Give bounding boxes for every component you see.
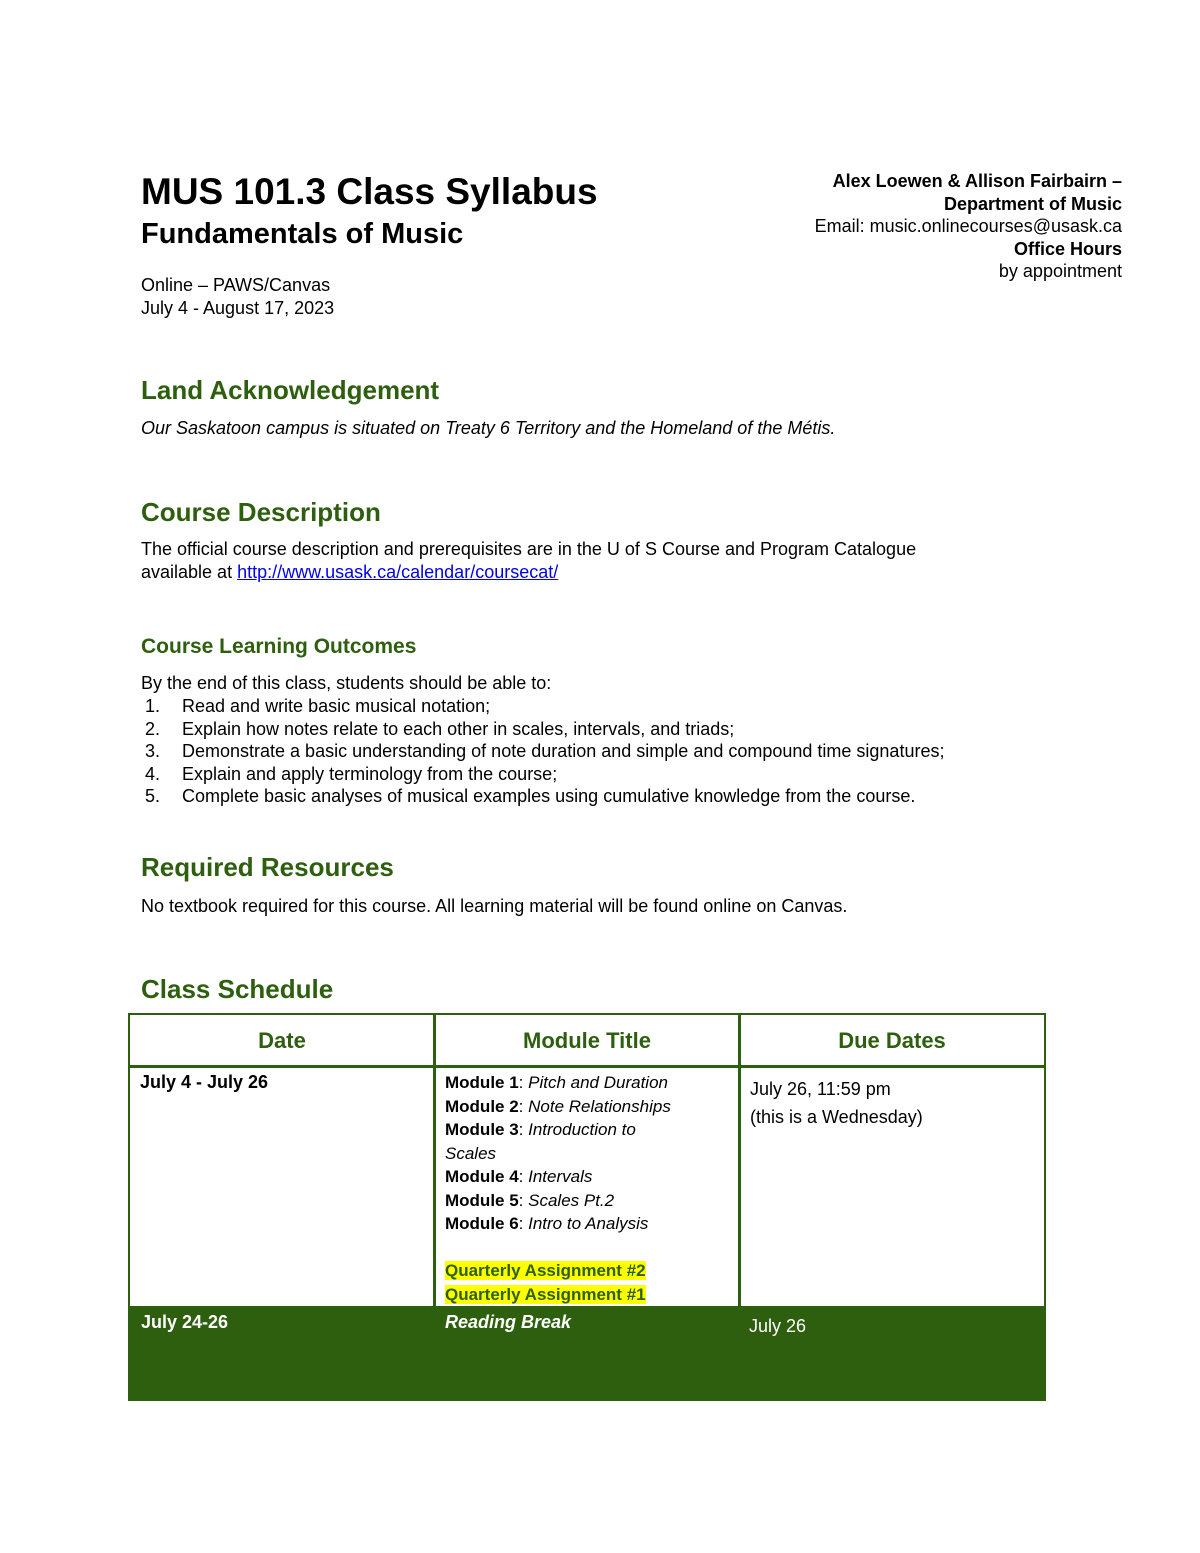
- outcomes-heading: Course Learning Outcomes: [141, 635, 417, 658]
- row1-date: July 4 - July 26: [140, 1072, 269, 1092]
- description-prefix: available at: [141, 562, 238, 582]
- row2-module: Reading Break: [445, 1312, 572, 1332]
- outcomes-intro: By the end of this class, students should be able to:: [141, 673, 552, 693]
- module-title: Introduction to: [528, 1120, 636, 1139]
- column-header-module: Module Title: [433, 1013, 741, 1068]
- contact-block: [815, 170, 1122, 283]
- delivery-mode: Online – PAWS/Canvas: [141, 275, 331, 295]
- schedule-table: [128, 1013, 1046, 1401]
- module-sep: :: [518, 1190, 529, 1210]
- page-subtitle: Fundamentals of Music: [141, 218, 464, 250]
- module-line: [445, 1165, 729, 1189]
- row1-due-note: (this is a Wednesday): [750, 1107, 923, 1127]
- resources-heading: Required Resources: [141, 852, 394, 882]
- module-sep: :: [518, 1073, 529, 1092]
- catalogue-link[interactable]: http://www.usask.ca/calendar/coursecat/: [237, 562, 559, 582]
- list-item: [145, 718, 944, 741]
- column-header-due: Due Dates: [738, 1013, 1046, 1068]
- module-line: [445, 1071, 729, 1095]
- department: Department of Music: [943, 193, 1122, 214]
- module-title: Scales Pt.2: [528, 1190, 615, 1210]
- page-title: MUS 101.3 Class Syllabus: [141, 171, 598, 212]
- module-label: Module 1: [445, 1073, 519, 1092]
- office-hours-value: by appointment: [998, 261, 1122, 281]
- column-header-date: Date: [128, 1013, 436, 1068]
- email[interactable]: Email: music.onlinecourses@usask.ca: [814, 216, 1122, 236]
- list-number: 2.: [145, 718, 161, 739]
- module-title: Note Relationships: [528, 1096, 671, 1116]
- resources-text: No textbook required for this course. All learning material will be found online on Canvas.: [141, 896, 848, 916]
- list-number: 5.: [145, 786, 161, 807]
- row1-due: July 26, 11:59 pm: [750, 1079, 891, 1099]
- description-heading: Course Description: [141, 497, 381, 527]
- list-number: 4.: [145, 763, 161, 784]
- course-dates: July 4 - August 17, 2023: [141, 298, 335, 318]
- table-cell-modules: [433, 1065, 741, 1308]
- module-line: [445, 1095, 729, 1119]
- module-title: Intro to Analysis: [528, 1214, 649, 1233]
- table-row-reading-break: [128, 1306, 1046, 1401]
- list-text: Read and write basic musical notation;: [182, 696, 491, 716]
- list-text: Explain how notes relate to each other in scales, intervals, and triads;: [182, 718, 735, 739]
- module-sep: :: [518, 1214, 529, 1233]
- land-heading: Land Acknowledgement: [141, 375, 440, 405]
- land-text: Our Saskatoon campus is situated on Treaty 6 Territory and the Homeland of the Métis.: [141, 418, 836, 438]
- module-label: Module 4: [445, 1167, 519, 1186]
- assignment-line: [445, 1259, 729, 1283]
- module-line: [445, 1189, 729, 1213]
- instructors: Alex Loewen & Allison Fairbairn –: [832, 171, 1122, 191]
- module-sep: :: [518, 1167, 529, 1186]
- module-label: Module 3: [445, 1120, 519, 1139]
- module-label: Module 5: [445, 1190, 519, 1210]
- module-label: Module 2: [445, 1096, 519, 1116]
- list-number: 3.: [145, 741, 161, 762]
- assignment-highlight: Quarterly Assignment #2: [445, 1261, 646, 1280]
- list-number: 1.: [145, 696, 161, 716]
- assignment-highlight: Quarterly Assignment #1: [445, 1284, 646, 1304]
- list-item: [145, 785, 944, 808]
- schedule-heading: Class Schedule: [141, 974, 334, 1004]
- module-line: [445, 1142, 729, 1166]
- list-text: Explain and apply terminology from the course;: [182, 763, 558, 784]
- module-line: [445, 1212, 729, 1236]
- module-line: [445, 1118, 729, 1142]
- description-line-2: [141, 561, 916, 584]
- list-text: Complete basic analyses of musical examples using cumulative knowledge from the course.: [182, 786, 916, 807]
- list-text: Demonstrate a basic understanding of note duration and simple and compound time signatures;: [182, 741, 945, 762]
- row2-date: July 24-26: [141, 1312, 229, 1332]
- description-text: [141, 538, 916, 584]
- module-sep: :: [518, 1096, 529, 1116]
- outcomes-list: [145, 695, 944, 808]
- assignment-line: [445, 1283, 729, 1307]
- module-title: Pitch and Duration: [528, 1073, 668, 1092]
- table-cell-date: [128, 1065, 436, 1308]
- row2-due: July 26: [749, 1316, 807, 1336]
- table-cell-due: [738, 1065, 1046, 1308]
- list-item: [145, 763, 944, 786]
- module-title: Intervals: [528, 1167, 593, 1186]
- spacer: [445, 1236, 729, 1260]
- office-hours-label: Office Hours: [1013, 238, 1122, 259]
- list-item: [145, 695, 944, 718]
- description-line-1: The official course description and prerequisites are in the U of S Course and Program Catalogue: [141, 539, 917, 559]
- module-sep: :: [518, 1120, 529, 1139]
- module-label: Module 6: [445, 1214, 519, 1233]
- list-item: [145, 740, 944, 763]
- module-title: Scales: [445, 1143, 497, 1163]
